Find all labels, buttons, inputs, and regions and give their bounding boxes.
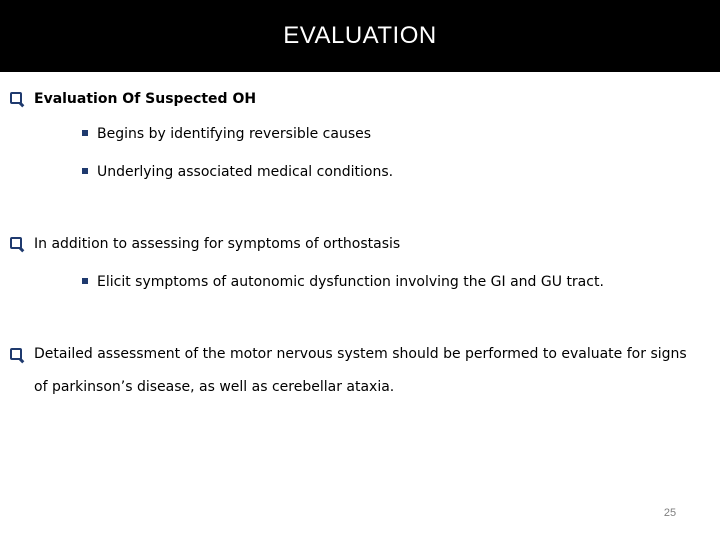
slide-title: EVALUATION — [283, 22, 437, 49]
section-2-subitem-1 — [82, 273, 604, 291]
subitem-text: Elicit symptoms of autonomic dysfunction involving the GI and GU tract. — [97, 274, 604, 290]
section-3-bullet — [10, 346, 690, 404]
subitem-text: Underlying associated medical conditions. — [97, 164, 394, 180]
section-3-heading: Detailed assessment of the motor nervous system should be performed to evaluate for signs of parkinson’s disease, as well as cerebellar ataxia. — [34, 346, 687, 395]
checkbox-bullet-icon — [10, 92, 22, 104]
title-bar — [0, 0, 720, 72]
checkbox-bullet-icon — [10, 237, 22, 249]
square-bullet-icon — [82, 278, 88, 284]
page-number: 25 — [663, 507, 677, 519]
section-1-heading: Evaluation Of Suspected OH — [34, 91, 257, 107]
square-bullet-icon — [82, 130, 88, 136]
square-bullet-icon — [82, 168, 88, 174]
subitem-text: Begins by identifying reversible causes — [97, 126, 372, 142]
checkbox-bullet-icon — [10, 348, 22, 360]
section-1-subitem-2 — [82, 163, 393, 181]
section-2-bullet — [10, 235, 400, 253]
section-2-heading: In addition to assessing for symptoms of orthostasis — [34, 236, 401, 252]
section-1-bullet — [10, 90, 256, 108]
section-1-subitem-1 — [82, 125, 371, 143]
